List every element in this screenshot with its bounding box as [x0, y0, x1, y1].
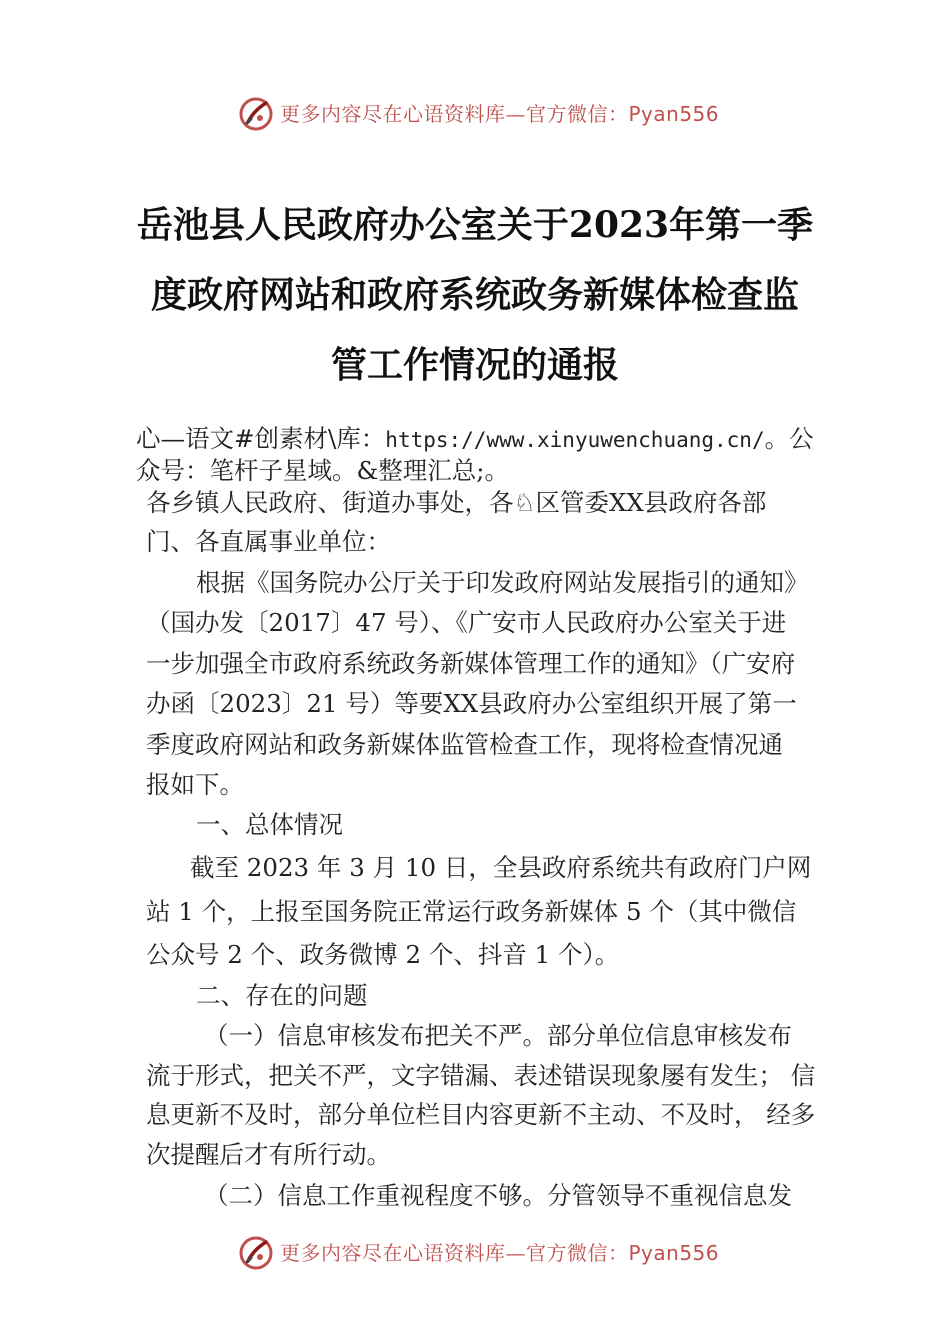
body-line: 门、各直属事业单位：	[146, 527, 391, 556]
title-line: 管工作情况的通报	[330, 344, 619, 386]
watermark-line	[136, 420, 814, 455]
body-line: 一步加强全市政府系统政务新媒体管理工作的通知》（广安府	[146, 649, 796, 678]
body-line: 息更新不及时，部分单位栏目内容更新不主动、不及时， 经多	[146, 1100, 816, 1129]
body-line: 截至 2023 年 3 月 10 日，全县政府系统共有政府门户网	[190, 853, 812, 882]
title-line: 岳池县人民政府办公室关于2023年第一季	[136, 204, 814, 246]
body-line: （一）信息审核发布把关不严。部分单位信息审核发布	[204, 1021, 792, 1050]
header-banner	[0, 94, 950, 134]
body-line: （国办发〔2017〕47 号）、《广安市人民政府办公室关于进	[146, 608, 787, 637]
footer-banner	[0, 1233, 950, 1273]
banner-brand: Pyan556	[628, 1241, 720, 1265]
body-line: 报如下。	[146, 770, 244, 799]
body-line: 根据《国务院办公厅关于印发政府网站发展指引的通知》	[196, 568, 809, 597]
body-line: 站 1 个，上报至国务院正常运行政务新媒体 5 个（其中微信	[146, 897, 797, 926]
banner-slogan: 更多内容尽在心语资料库—官方微信：	[280, 102, 629, 126]
body-line: （二）信息工作重视程度不够。分管领导不重视信息发	[204, 1181, 792, 1210]
body-line: 季度政府网站和政务新媒体监管检查工作，现将检查情况通	[146, 730, 783, 759]
body-line: 次提醒后才有所行动。	[146, 1140, 391, 1169]
section-heading: 二、存在的问题	[196, 981, 368, 1010]
body-line: 各乡镇人民政府、街道办事处，各♘区管委XX县政府各部	[146, 488, 767, 517]
banner-slogan: 更多内容尽在心语资料库—官方微信：	[280, 1241, 629, 1265]
watermark-prefix: 心—语文#创素材\库：	[136, 424, 386, 453]
watermark-url: https://www.xinyuwenchuang.cn/	[385, 428, 765, 452]
brush-pen-logo-icon	[238, 1235, 274, 1271]
brush-pen-logo-icon	[238, 96, 274, 132]
title-line: 度政府网站和政府系统政务新媒体检查监	[150, 274, 799, 316]
banner-text	[280, 102, 719, 126]
body-line: 公众号 2 个、政务微博 2 个、抖音 1 个）。	[146, 940, 620, 969]
body-line: 办函〔2023〕21 号）等要XX县政府办公室组织开展了第一	[146, 689, 797, 718]
banner-text	[280, 1241, 719, 1265]
watermark-line: 众号：笔杆子星域。&整理汇总;。	[136, 456, 510, 485]
watermark-suffix: 。公	[764, 424, 814, 453]
section-heading: 一、总体情况	[196, 810, 343, 839]
body-line: 流于形式，把关不严，文字错漏、表述错误现象屡有发生； 信	[146, 1061, 816, 1090]
document-title	[120, 190, 830, 400]
banner-brand: Pyan556	[628, 102, 720, 126]
